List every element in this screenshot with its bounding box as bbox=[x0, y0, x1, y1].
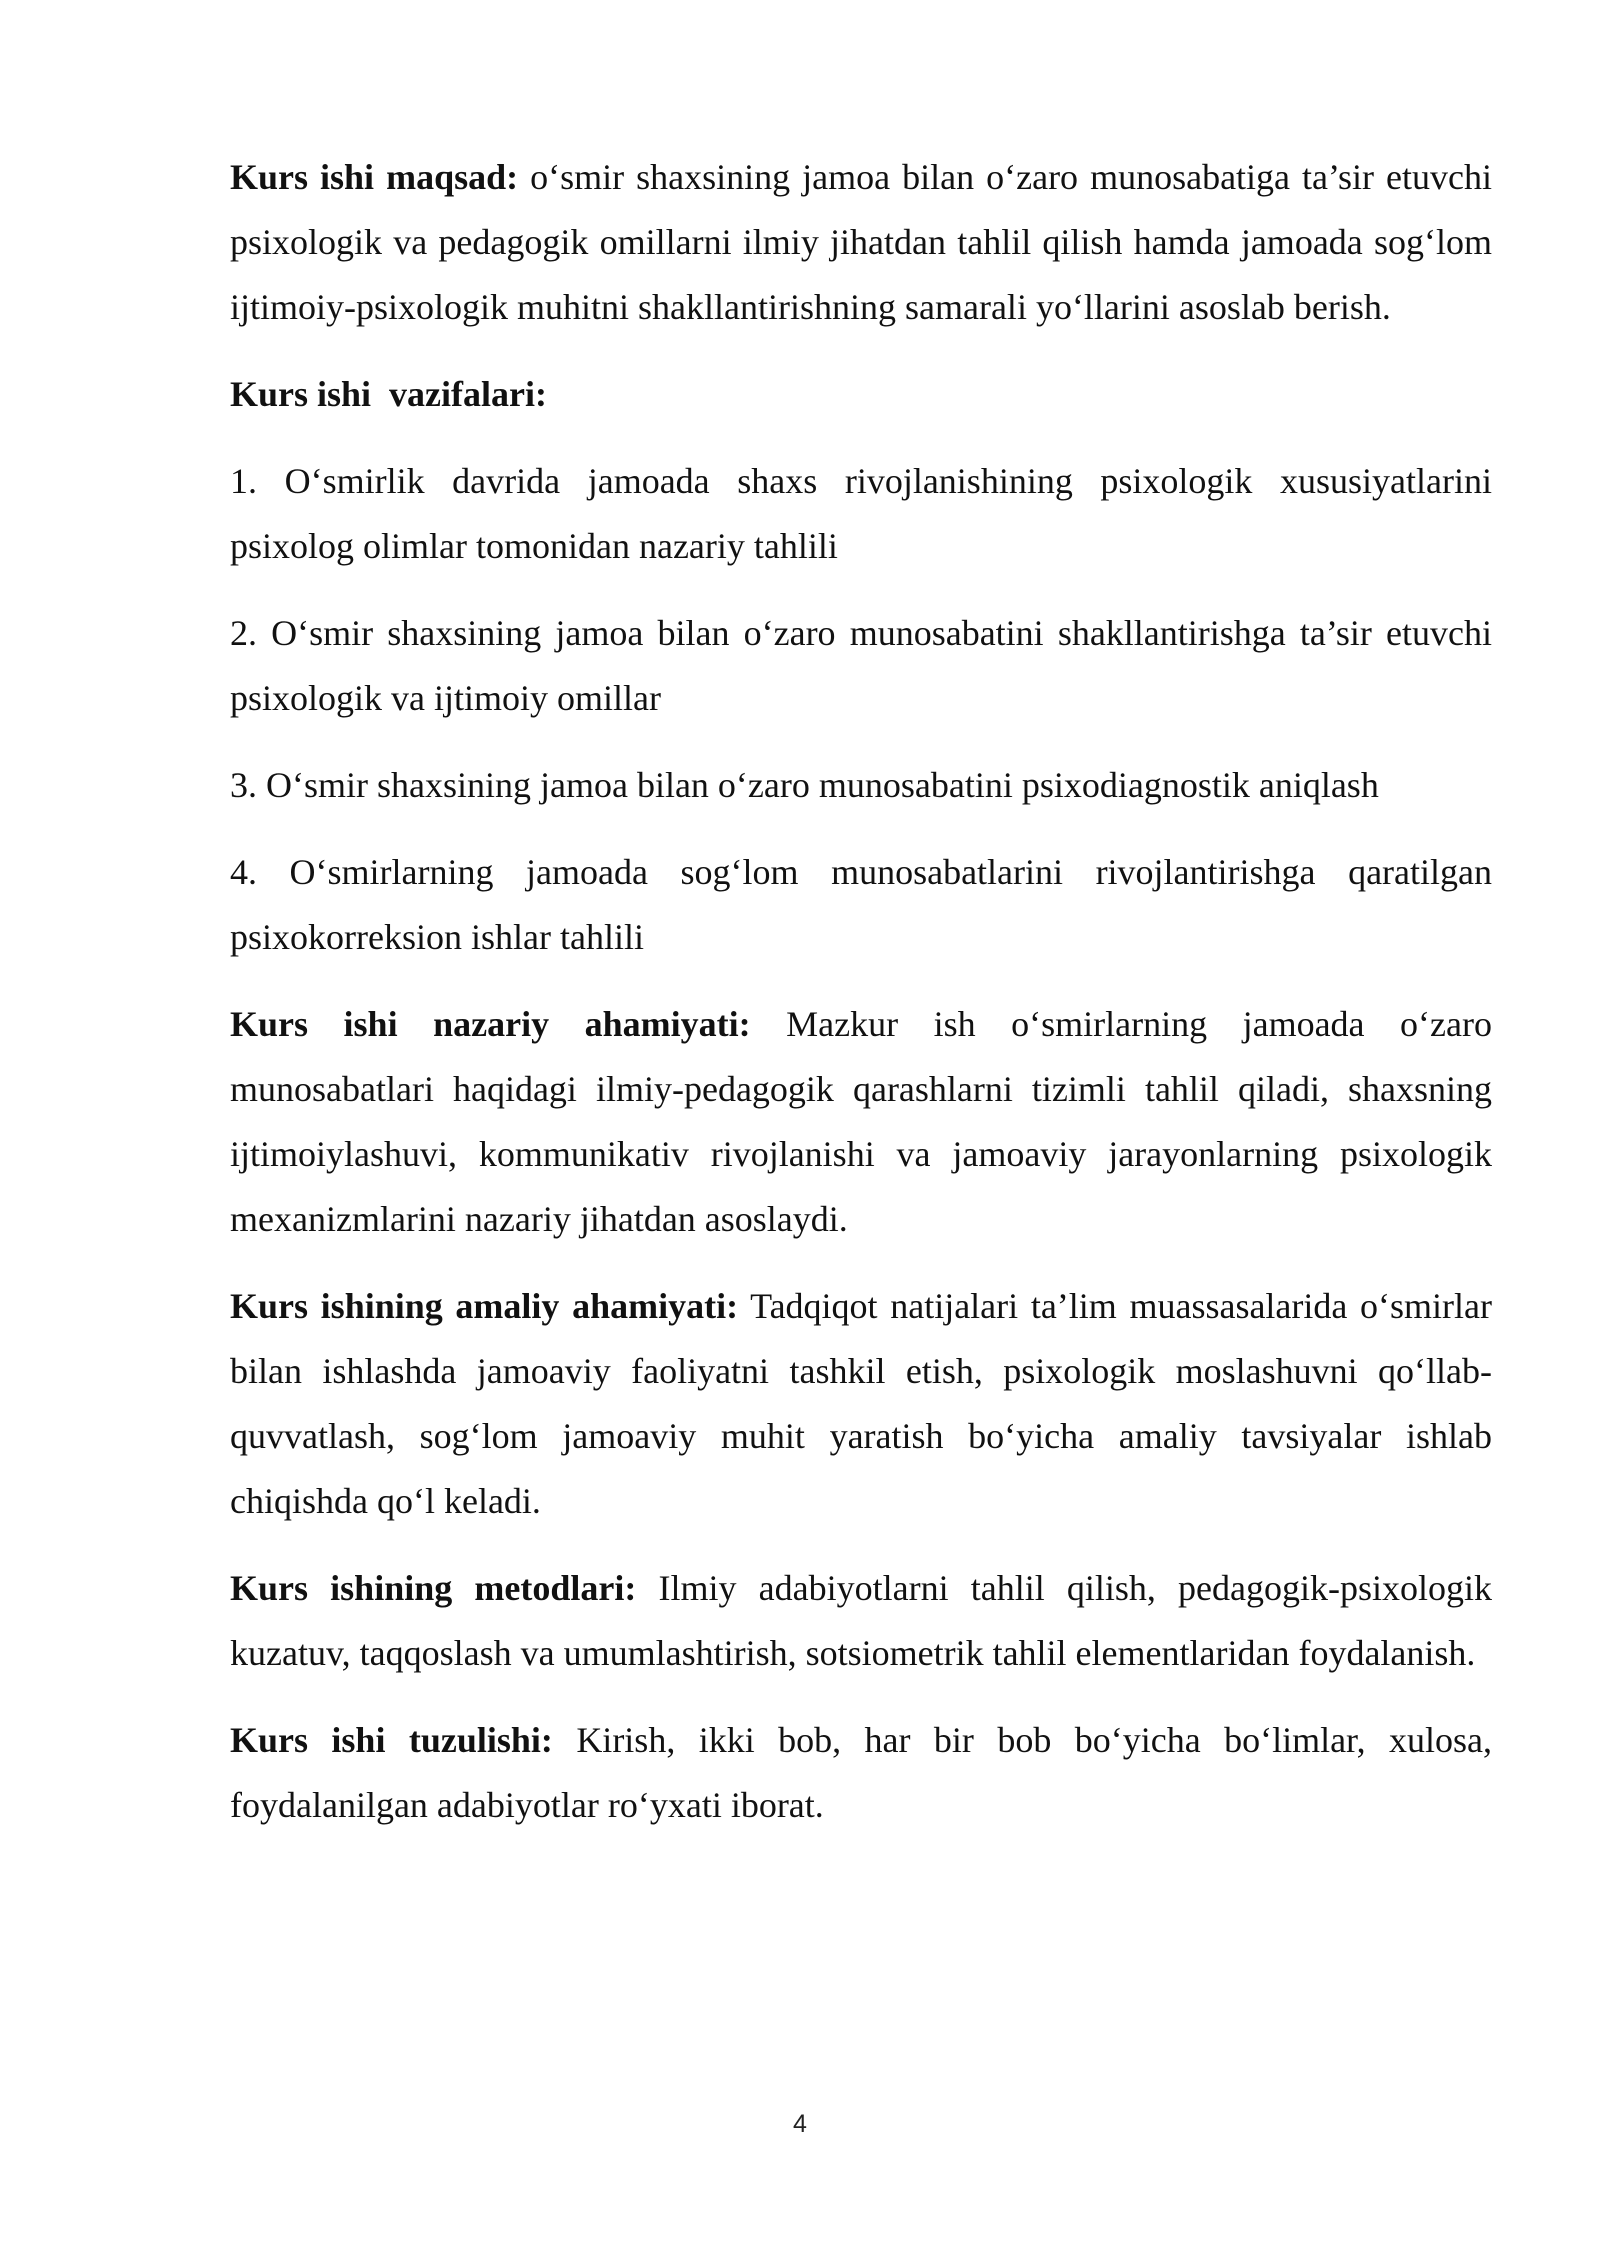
label-nazariy: Kurs ishi nazariy ahamiyati: bbox=[230, 1004, 751, 1044]
list-item-3: 3. O‘smir shaxsining jamoa bilan o‘zaro munosabatini psixodiagnostik aniqlash bbox=[230, 765, 1379, 805]
list-item-1: 1. O‘smirlik davrida jamoada shaxs rivojlanishining psixologik xususiyatlarini psixolog olimlar tomonidan nazariy tahlili bbox=[230, 461, 1492, 566]
document-page bbox=[230, 145, 1492, 1860]
text-amaliy: Tadqiqot natijalari ta’lim muassasalarida o‘smirlar bilan ishlashda jamoaviy faoliyatni tashkil etish, psixologik moslashuvni qo‘llab-quvvatlash, sog‘lom jamoaviy muhit yaratish bo‘yicha amaliy tavsiyalar ishlab chiqishda qo‘l keladi. bbox=[230, 1286, 1492, 1521]
paragraph-maqsad bbox=[230, 145, 1492, 340]
list-item-2: 2. O‘smir shaxsining jamoa bilan o‘zaro munosabatini shakllantirishga ta’sir etuvchi psixologik va ijtimoiy omillar bbox=[230, 613, 1492, 718]
text-maqsad: o‘smir shaxsining jamoa bilan o‘zaro munosabatiga ta’sir etuvchi psixologik va pedagogik omillarni ilmiy jihatdan tahlil qilish hamda jamoada sog‘lom ijtimoiy-psixologik muhitni shakllantirishning samarali yo‘llarini asoslab berish. bbox=[230, 157, 1492, 327]
heading-vazifalari: Kurs ishi vazifalari: bbox=[230, 374, 547, 414]
paragraph-tuzulishi bbox=[230, 1708, 1492, 1838]
label-tuzulishi: Kurs ishi tuzulishi: bbox=[230, 1720, 553, 1760]
text-nazariy: Mazkur ish o‘smirlarning jamoada o‘zaro munosabatlari haqidagi ilmiy-pedagogik qarashlarni tizimli tahlil qiladi, shaxsning ijtimoiylashuvi, kommunikativ rivojlanishi va jamoaviy jarayonlarning psixologik mexanizmlarini nazariy jihatdan asoslaydi. bbox=[230, 1004, 1492, 1239]
label-amaliy: Kurs ishining amaliy ahamiyati: bbox=[230, 1286, 739, 1326]
paragraph-metodlari bbox=[230, 1556, 1492, 1686]
paragraph-nazariy bbox=[230, 992, 1492, 1252]
text-tuzulishi: Kirish, ikki bob, har bir bob bo‘yicha bo‘limlar, xulosa, foydalanilgan adabiyotlar ro‘yxati iborat. bbox=[230, 1720, 1492, 1825]
list-item-4: 4. O‘smirlarning jamoada sog‘lom munosabatlarini rivojlantirishga qaratilgan psixokorreksion ishlar tahlili bbox=[230, 852, 1492, 957]
paragraph-amaliy bbox=[230, 1274, 1492, 1534]
label-maqsad: Kurs ishi maqsad: bbox=[230, 157, 519, 197]
label-metodlari: Kurs ishining metodlari: bbox=[230, 1568, 637, 1608]
text-metodlari: Ilmiy adabiyotlarni tahlil qilish, pedagogik-psixologik kuzatuv, taqqoslash va umumlashtirish, sotsiometrik tahlil elementlaridan foydalanish. bbox=[230, 1568, 1492, 1673]
page-number: 4 bbox=[793, 2110, 807, 2138]
